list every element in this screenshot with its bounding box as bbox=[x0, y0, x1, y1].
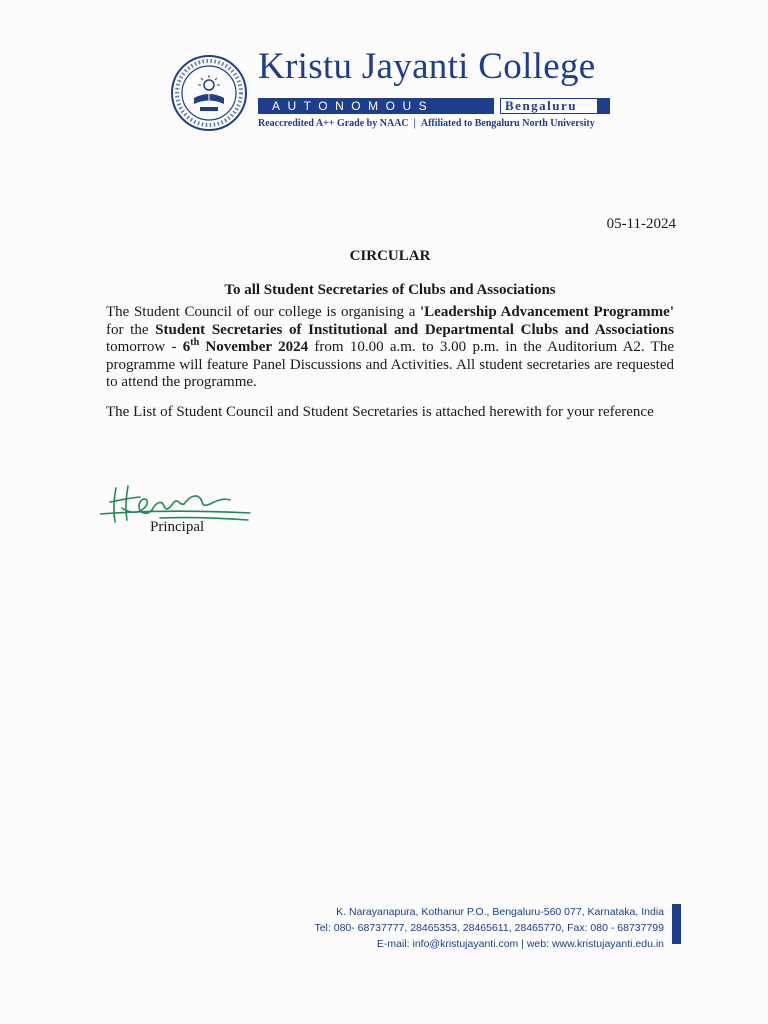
band-end-block bbox=[598, 98, 610, 114]
affiliation: Affiliated to Bengaluru North University bbox=[420, 118, 595, 129]
footer-phones: Tel: 080- 68737777, 28465353, 28465611, 28465770, Fax: 080 - 68737799 bbox=[314, 922, 664, 934]
programme-name: 'Leadership Advancement Programme' bbox=[420, 304, 674, 320]
signatory-title: Principal bbox=[150, 519, 205, 535]
addressee-line: To all Student Secretaries of Clubs and Associations bbox=[224, 282, 556, 298]
accreditation-line bbox=[258, 118, 595, 129]
footer-accent-bar bbox=[672, 904, 681, 944]
footer-address: K. Narayanapura, Kothanur P.O., Bengaluru-560 077, Karnataka, India bbox=[336, 906, 664, 918]
circular-date: 05-11-2024 bbox=[606, 216, 676, 232]
footer-contact bbox=[314, 904, 664, 952]
naac-grade: Reaccredited A++ Grade by NAAC bbox=[258, 118, 409, 129]
autonomous-label: AUTONOMOUS bbox=[258, 98, 494, 114]
event-date: 6th November 2024 bbox=[182, 337, 309, 355]
footer-email-web: E-mail: info@kristujayanti.com | web: www.kristujayanti.edu.in bbox=[376, 938, 664, 950]
announcement-paragraph: The Student Council of our college is organising a 'Leadership Advancement Programme' for the Student Secretaries of Institutional and Departmental Clubs and Associations tomorrow - 6th November 2024 from 10.00 a.m. to 3.00 p.m. in the Auditorium A2. The programme will feature Panel Discussions and Activities. All student secretaries are requested to attend the programme. bbox=[106, 304, 675, 390]
circular-title: CIRCULAR bbox=[349, 248, 431, 264]
autonomous-band bbox=[258, 98, 610, 114]
college-seal-icon bbox=[170, 54, 248, 132]
city-label: Bengaluru bbox=[500, 98, 598, 114]
attachment-note: The List of Student Council and Student Secretaries is attached herewith for your reference bbox=[106, 404, 654, 420]
college-name: Kristu Jayanti College bbox=[258, 46, 596, 87]
accreditation-separator: | bbox=[413, 118, 416, 129]
target-audience: Student Secretaries of Institutional and Departmental Clubs and Associations bbox=[155, 321, 674, 338]
